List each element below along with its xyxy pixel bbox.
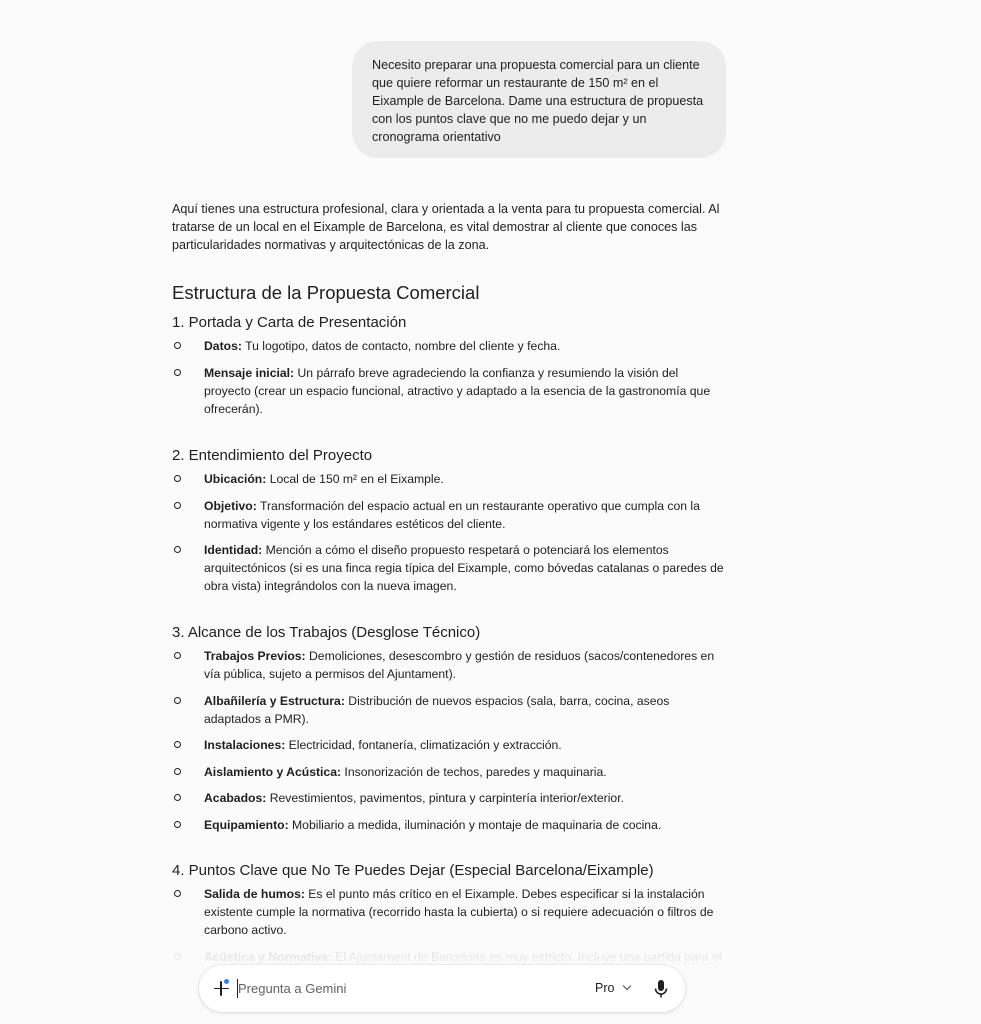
bullet-icon [174, 821, 181, 828]
item-text: Electricidad, fontanería, climatización y extracción. [285, 738, 562, 752]
response-intro-text: Aquí tienes una estructura profesional, clara y orientada a la venta para tu propuesta comercial. Al tratarse de un local en el Eixample de Barcelona, es vital demostrar al cliente que conoces las particularidades normativas y arquitectónicas de la zona. [172, 202, 720, 252]
item-term: Equipamiento: [204, 817, 289, 832]
list-item [172, 647, 724, 683]
list-item [172, 789, 724, 807]
section-title: 4. Puntos Clave que No Te Puedes Dejar (Especial Barcelona/Eixample) [172, 862, 654, 879]
item-text: Mención a cómo el diseño propuesto respetará o potenciará los elementos arquitectónicos (si es una finca regia típica del Eixample, como bóvedas catalanas o paredes de obra vista) integrándolos con la nueva imagen. [204, 543, 724, 593]
section-list [172, 647, 724, 834]
bullet-icon [174, 741, 181, 748]
section-title: 3. Alcance de los Trabajos (Desglose Técnico) [172, 624, 481, 641]
bullet-icon [174, 652, 181, 659]
list-item [172, 885, 724, 939]
section-entendimiento [172, 446, 724, 604]
item-text: Un párrafo breve agradeciendo la confianza y resumiendo la visión del proyecto (crear un espacio funcional, atractivo y adaptado a la esencia de la gastronomía que ofrecerán). [204, 365, 711, 416]
user-message-text: Necesito preparar una propuesta comercial para un cliente que quiere reformar un restaurante de 150 m² en el Eixample de Barcelona. Dame una estructura de propuesta con los puntos clave que no me puedo dejar y un cronograma orientativo [372, 58, 704, 144]
item-text: Transformación del espacio actual en un restaurante operativo que cumpla con la normativa vigente y los estándares estéticos del cliente. [204, 498, 700, 531]
section-list [172, 470, 724, 595]
item-term: Identidad: [204, 543, 263, 557]
item-term: Instalaciones: [204, 738, 286, 752]
list-item [172, 816, 724, 834]
section-alcance [172, 623, 724, 842]
list-item [172, 497, 724, 533]
prompt-input[interactable]: Pregunta a Gemini [238, 981, 347, 996]
prompt-input-bar[interactable] [199, 965, 685, 1012]
bullet-icon [174, 502, 181, 509]
list-item [172, 692, 724, 728]
item-text: Revestimientos, pavimentos, pintura y carpintería interior/exterior. [266, 791, 624, 805]
list-item [172, 470, 724, 488]
item-text: Es el punto más crítico en el Eixample. Debes especificar si la instalación existente cumple la normativa (recorrido hasta la cubierta) o si requiere adecuación o filtros de carbono activo. [204, 887, 714, 937]
list-item [172, 763, 724, 781]
item-term: Datos: [204, 339, 242, 353]
model-select[interactable]: Pro [595, 981, 615, 995]
section-title: 2. Entendimiento del Proyecto [172, 447, 373, 464]
item-term: Trabajos Previos: [204, 649, 306, 663]
item-term: Mensaje inicial: [204, 365, 295, 380]
item-term: Objetivo: [204, 498, 257, 513]
list-item [172, 337, 724, 355]
item-term: Salida de humos: [204, 887, 305, 901]
bullet-icon [174, 546, 181, 553]
bullet-icon [174, 794, 181, 801]
item-term: Aislamiento y Acústica: [204, 764, 342, 779]
chevron-down-icon[interactable] [623, 982, 631, 990]
item-term: Acabados: [204, 791, 267, 805]
item-text: Local de 150 m² en el Eixample. [266, 472, 444, 486]
item-text: Insonorización de techos, paredes y maquinaria. [341, 764, 607, 779]
item-term: Albañilería y Estructura: [204, 693, 345, 708]
list-item [172, 736, 724, 754]
bullet-icon [174, 768, 181, 775]
section-title: 1. Portada y Carta de Presentación [172, 314, 407, 331]
bullet-icon [174, 369, 181, 376]
item-text: Mobiliario a medida, iluminación y montaje de maquinaria de cocina. [288, 817, 662, 832]
bullet-icon [174, 342, 181, 349]
section-portada [172, 313, 724, 426]
response-heading: Estructura de la Propuesta Comercial [172, 282, 480, 303]
list-item [172, 364, 724, 418]
notification-dot [224, 979, 229, 984]
bullet-icon [174, 475, 181, 482]
item-text: Demoliciones, desescombro y gestión de residuos (sacos/contenedores en vía pública, sujeto a permisos del Ajuntament). [204, 649, 715, 681]
user-message-bubble [352, 41, 726, 158]
bullet-icon [174, 890, 181, 897]
item-text: Distribución de nuevos espacios (sala, barra, cocina, aseos adaptados a PMR). [204, 693, 670, 726]
list-item [172, 541, 724, 595]
item-term: Ubicación: [204, 472, 267, 486]
mic-icon[interactable] [653, 979, 669, 999]
response-intro [172, 200, 724, 254]
section-list [172, 337, 724, 418]
bullet-icon [174, 697, 181, 704]
item-text: Tu logotipo, datos de contacto, nombre del cliente y fecha. [241, 339, 561, 353]
